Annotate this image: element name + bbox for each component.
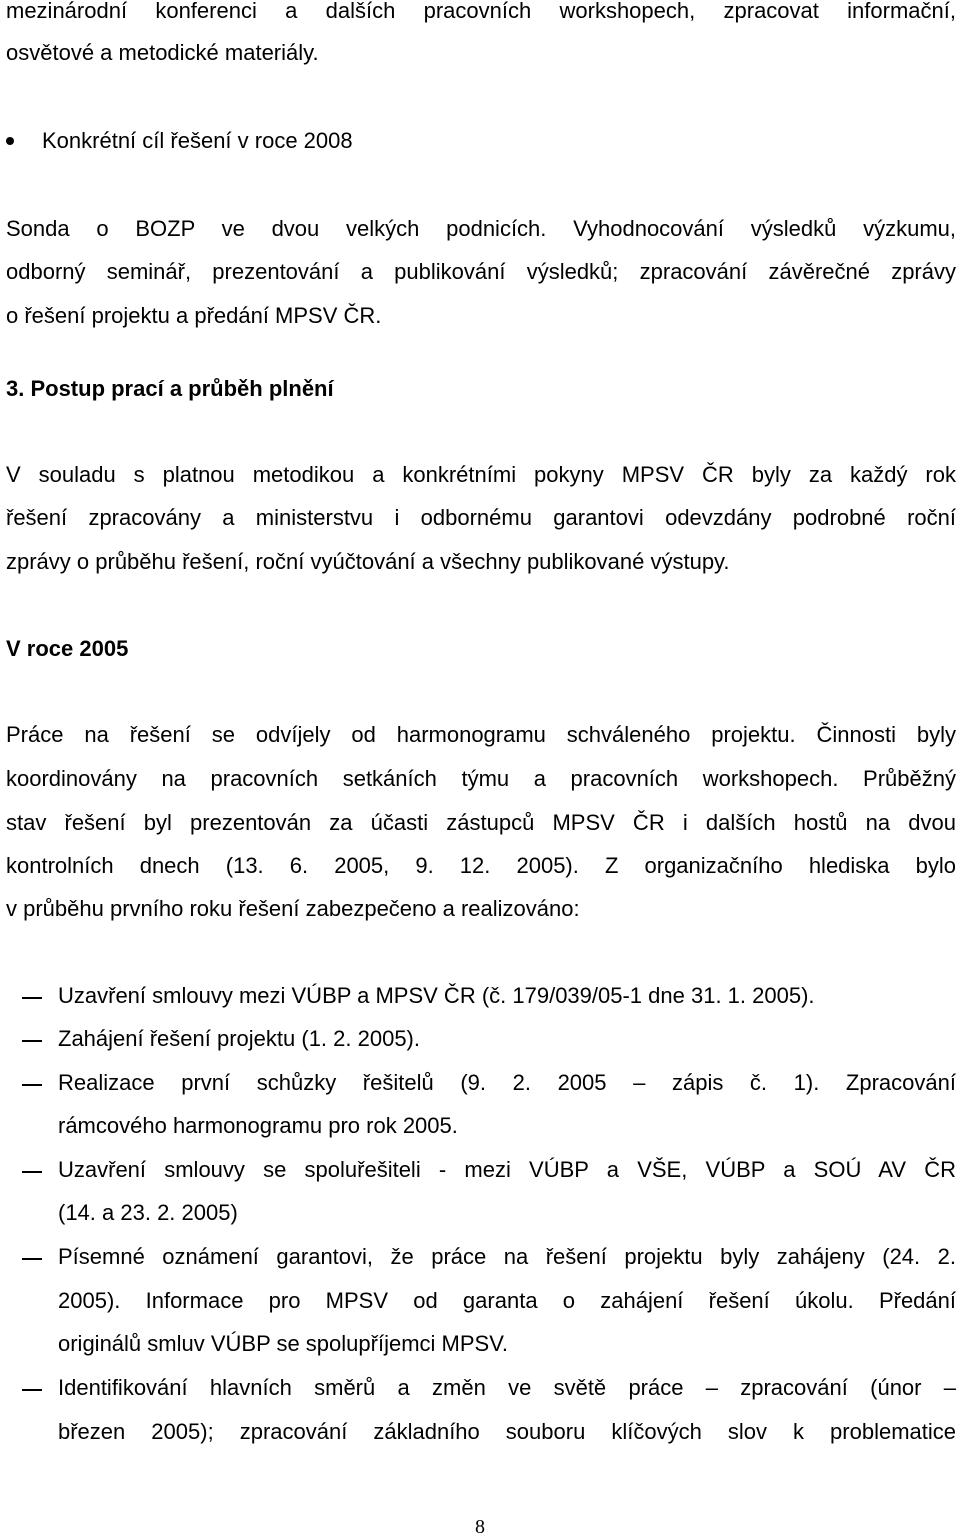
bullet-text: Konkrétní cíl řešení v roce 2008 [42,128,353,153]
dash-icon [22,1171,42,1173]
list-item-5-line-2: 2005). Informace pro MPSV od garanta o zahájení řešení úkolu. Předání [58,1288,956,1313]
year-2005-line-5: v průběhu prvního roku řešení zabezpečeno a realizováno: [6,896,580,921]
year-2005-heading: V roce 2005 [6,636,129,661]
para-2008-line-1: Sonda o BOZP ve dvou velkých podnicích. Vyhodnocování výsledků výzkumu, [6,216,956,241]
list-item-6-line-2: březen 2005); zpracování základního souboru klíčových slov k problematice [58,1419,956,1444]
dash-icon [22,1258,42,1260]
year-2005-line-1: Práce na řešení se odvíjely od harmonogramu schváleného projektu. Činnosti byly [6,722,956,747]
list-item-3-line-2: rámcového harmonogramu pro rok 2005. [58,1113,458,1138]
para-2008-line-2: odborný seminář, prezentování a publikování výsledků; zpracování závěrečné zprávy [6,259,956,284]
list-item-4-line-1: Uzavření smlouvy se spoluřešiteli - mezi VÚBP a VŠE, VÚBP a SOÚ AV ČR [58,1157,956,1182]
year-2005-line-2: koordinovány na pracovních setkáních týmu a pracovních workshopech. Průběžný [6,766,956,791]
list-item-5-line-1: Písemné oznámení garantovi, že práce na řešení projektu byly zahájeny (24. 2. [58,1244,956,1269]
document-page [6,0,956,1537]
page-number: 8 [475,1516,485,1538]
year-2005-line-3: stav řešení byl prezentován za účasti zástupců MPSV ČR i dalších hostů na dvou [6,810,956,835]
intro-line-2: osvětové a metodické materiály. [6,40,319,65]
section-3-heading: 3. Postup prací a průběh plnění [6,376,334,401]
list-item-1-line-1: Uzavření smlouvy mezi VÚBP a MPSV ČR (č. 179/039/05-1 dne 31. 1. 2005). [58,983,815,1008]
list-item-6-line-1: Identifikování hlavních směrů a změn ve světě práce – zpracování (únor – [58,1375,956,1400]
list-item-5-line-3: originálů smluv VÚBP se spolupříjemci MPSV. [58,1331,508,1356]
year-2005-line-4: kontrolních dnech (13. 6. 2005, 9. 12. 2005). Z organizačního hlediska bylo [6,853,956,878]
para-2008-line-3: o řešení projektu a předání MPSV ČR. [6,303,382,328]
list-item-3-line-1: Realizace první schůzky řešitelů (9. 2. 2005 – zápis č. 1). Zpracování [58,1070,956,1095]
list-item-2-line-1: Zahájení řešení projektu (1. 2. 2005). [58,1026,420,1051]
dash-icon [22,1040,42,1042]
dash-icon [22,1389,42,1391]
intro-line-1: mezinárodní konferenci a dalších pracovních workshopech, zpracovat informační, [6,0,956,23]
section-3-line-2: řešení zpracovány a ministerstvu i odbornému garantovi odevzdány podrobné roční [6,505,956,530]
section-3-line-3: zprávy o průběhu řešení, roční vyúčtování a všechny publikované výstupy. [6,549,730,574]
bullet-dot-icon [6,137,14,145]
dash-icon [22,1084,42,1086]
section-3-line-1: V souladu s platnou metodikou a konkrétními pokyny MPSV ČR byly za každý rok [6,462,956,487]
list-item-4-line-2: (14. a 23. 2. 2005) [58,1200,238,1225]
dash-icon [22,997,42,999]
